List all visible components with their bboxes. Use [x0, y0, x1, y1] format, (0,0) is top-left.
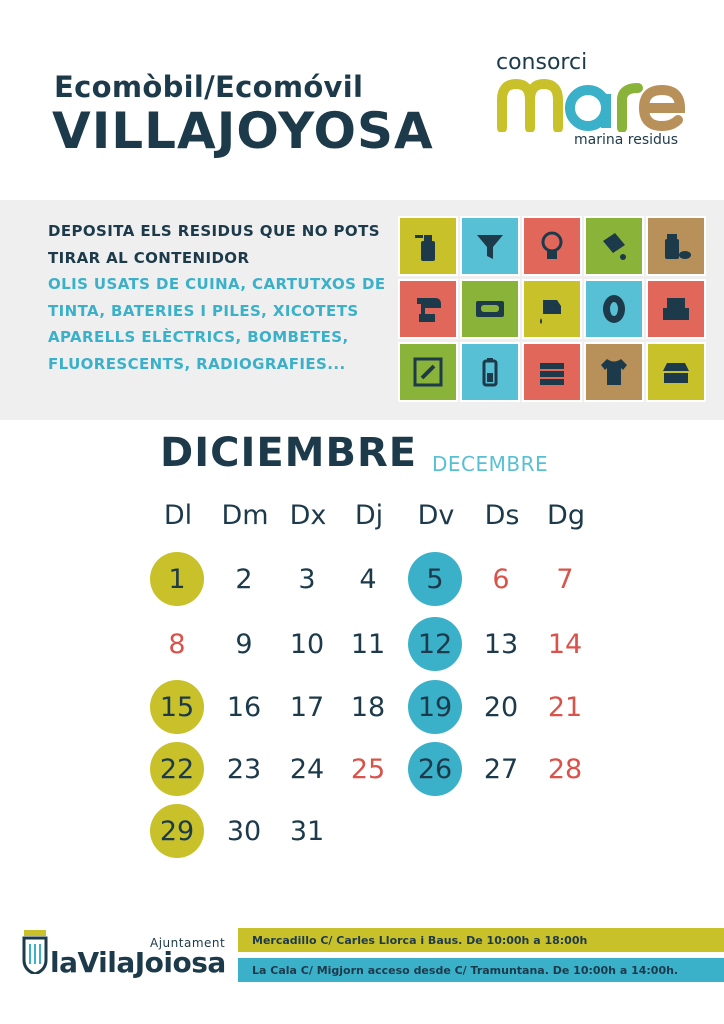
- calendar-day: 10: [289, 628, 325, 660]
- oil-can-icon: [522, 279, 582, 339]
- month-title-alt: DECEMBRE: [432, 452, 549, 476]
- books-icon: [522, 342, 582, 402]
- food-mixer-icon: [398, 279, 458, 339]
- calendar-day: 20: [483, 691, 519, 723]
- month-title: DICIEMBRE: [160, 430, 418, 476]
- food-container-icon: [646, 342, 706, 402]
- calendar-day: 27: [483, 753, 519, 785]
- x-ray-icon: [398, 342, 458, 402]
- calendar-day: 28: [547, 753, 583, 785]
- calendar-day: 7: [556, 563, 574, 595]
- calendar-day: 16: [226, 691, 262, 723]
- schedule-la-cala: La Cala C/ Migjorn acceso desde C/ Tramuntana. De 10:00h a 14:00h.: [238, 958, 724, 982]
- calendar-day: 13: [483, 628, 519, 660]
- town-shield-icon: [22, 930, 48, 974]
- logo-bottom-text: marina residus: [574, 132, 679, 148]
- medicine-bottle-icon: [646, 216, 706, 276]
- weekday-header: Dj: [354, 500, 384, 531]
- la-vila-joiosa-logo: [22, 926, 232, 982]
- info-text: [48, 218, 388, 377]
- calendar-day: 2: [235, 563, 253, 595]
- logo-top-text: consorci: [496, 50, 588, 75]
- calendar-day-marked: 5: [408, 552, 462, 606]
- funnel-icon: [460, 216, 520, 276]
- calendar-day: 14: [547, 628, 583, 660]
- calendar-day: 31: [289, 815, 325, 847]
- calendar-day: 25: [350, 753, 386, 785]
- info-dark-text: DEPOSITA ELS RESIDUS QUE NO POTS TIRAR AL CONTENIDOR: [48, 222, 380, 267]
- calendar-day-marked: 22: [150, 742, 204, 796]
- waste-icon-grid: [398, 216, 706, 402]
- title-line-1: Ecomòbil/Ecomóvil: [54, 70, 364, 104]
- calendar-day: 23: [226, 753, 262, 785]
- calendar-day-marked: 15: [150, 680, 204, 734]
- title-line-2: VILLAJOYOSA: [52, 102, 434, 160]
- calendar-day: 3: [298, 563, 316, 595]
- mare-wordmark: [496, 74, 686, 132]
- schedule-mercadillo: Mercadillo C/ Carles Llorca i Baus. De 10:00h a 18:00h: [238, 928, 724, 952]
- tire-icon: [584, 279, 644, 339]
- info-blue-text: OLIS USATS DE CUINA, CARTUTXOS DE TINTA, BATERIES I PILES, XICOTETS APARELLS ELÈCTRICS, BOMBETES, FLUORESCENTS, RADIOGRAFIES...: [48, 275, 386, 373]
- armchair-icon: [646, 279, 706, 339]
- calendar-day: 4: [359, 563, 377, 595]
- calendar-day-marked: 29: [150, 804, 204, 858]
- la-vila-joiosa-text: laVilaJoiosa: [50, 946, 226, 979]
- calendar-day: 9: [235, 628, 253, 660]
- weekday-header: Dg: [547, 500, 585, 531]
- weekday-header: Dm: [221, 500, 269, 531]
- calendar-day: 18: [350, 691, 386, 723]
- weekday-header: Dl: [163, 500, 193, 531]
- light-bulb-icon: [522, 216, 582, 276]
- calendar-day: 11: [350, 628, 386, 660]
- battery-icon: [460, 342, 520, 402]
- weekday-header: Ds: [484, 500, 520, 531]
- paint-bucket-icon: [584, 216, 644, 276]
- ajuntament-text: Ajuntament: [150, 936, 226, 950]
- spray-can-icon: [398, 216, 458, 276]
- cassette-tape-icon: [460, 279, 520, 339]
- calendar-day: 8: [168, 628, 186, 660]
- calendar-day: 21: [547, 691, 583, 723]
- weekday-header: Dx: [289, 500, 327, 531]
- calendar-day: 6: [492, 563, 510, 595]
- calendar-day-marked: 19: [408, 680, 462, 734]
- t-shirt-icon: [584, 342, 644, 402]
- calendar-day-marked: 26: [408, 742, 462, 796]
- calendar-day-marked: 12: [408, 617, 462, 671]
- calendar-day: 17: [289, 691, 325, 723]
- calendar-day: 30: [226, 815, 262, 847]
- weekday-header: Dv: [417, 500, 455, 531]
- consorci-mare-logo: [496, 50, 696, 152]
- calendar-day-marked: 1: [150, 552, 204, 606]
- calendar-day: 24: [289, 753, 325, 785]
